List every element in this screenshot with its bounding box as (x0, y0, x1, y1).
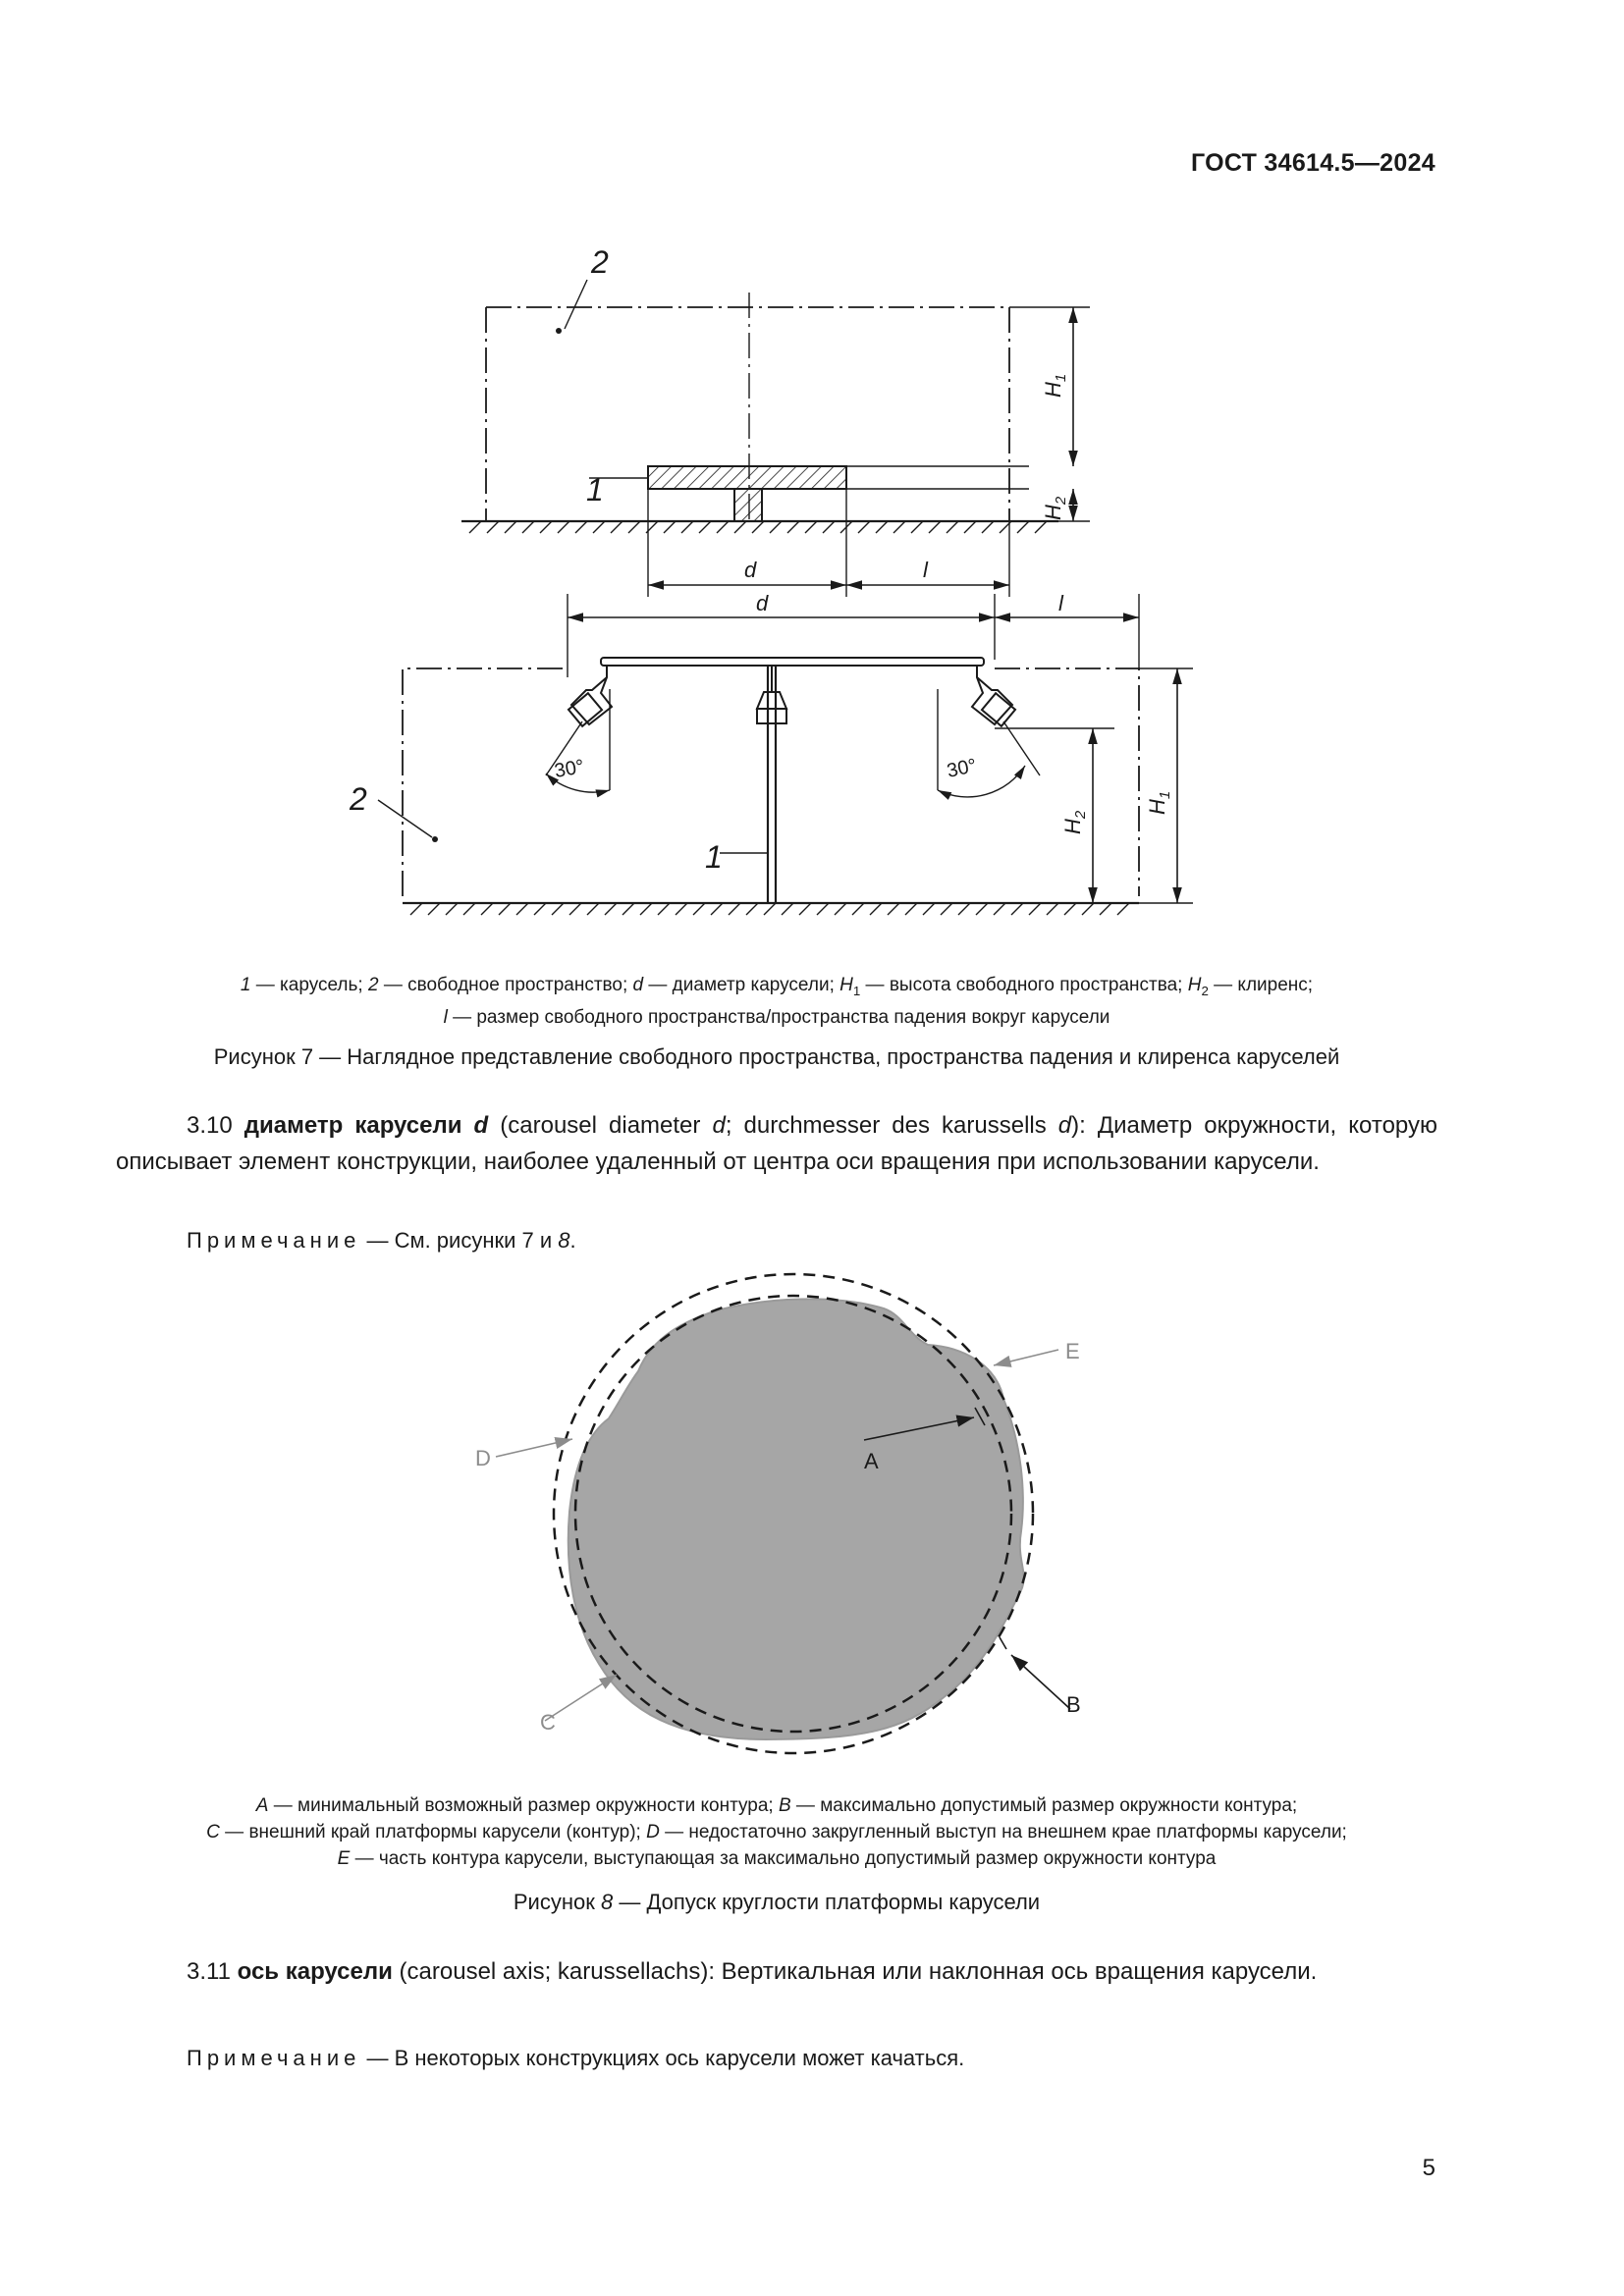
label-l-bottom: l (1058, 591, 1063, 615)
carousel-platform-contour (568, 1299, 1024, 1739)
page-number: 5 (1422, 2155, 1435, 2181)
label-free-space-bottom: 2 (350, 781, 367, 817)
label-free-space-top: 2 (591, 244, 609, 280)
label-h1-sub-top: 1 (1053, 373, 1069, 383)
label-a: A (864, 1449, 879, 1473)
label-h2-top: H (1041, 505, 1065, 520)
label-d-top: d (744, 558, 757, 582)
label-h2-bottom: H (1060, 819, 1085, 834)
label-angle-left: 30° (553, 756, 586, 782)
section-3-11: 3.11 ось карусели (carousel axis; karussellachs): Вертикальная или наклонная ось вращения карусели. (187, 1958, 1318, 1985)
label-h2-sub-bottom: 2 (1072, 810, 1089, 820)
label-angle-right: 30° (945, 755, 979, 782)
section-3-10-note: Примечание — См. рисунки 7 и 8. (187, 1228, 576, 1253)
figure-8-caption: Рисунок 8 — Допуск круглости платформы карусели (513, 1890, 1041, 1914)
document-code: ГОСТ 34614.5—2024 (1190, 149, 1435, 177)
label-e: E (1065, 1339, 1080, 1363)
figure-7-legend: 1 — карусель; 2 — свободное пространство; d — диаметр карусели; $H_1$ — высота свободного пространства; $H_2$ — клиренс; l — размер свободного пространства/пространства падения вокруг карусели (240, 975, 1314, 1028)
label-carousel-bottom: 1 (705, 839, 723, 875)
label-b: B (1066, 1692, 1081, 1717)
section-3-10: 3.10 диаметр карусели d (carousel diameter d; durchmesser des karussells d): Диаметр окружности, которую описывает элемент конструкции, наиболее удаленный от центра оси вращения при использовании карусели. (116, 1112, 1438, 1175)
label-d-bottom: d (756, 591, 769, 615)
label-l-top: l (923, 558, 928, 582)
label-d: D (475, 1446, 491, 1470)
label-c: C (540, 1710, 556, 1735)
figure-8-legend: A — минимальный возможный размер окружности контура; B — максимально допустимый размер окружности контура; C — внешний край платформы карусели (контур); D — недостаточно закругленный выступ на внешнем крае платформы карусели; E — часть контура карусели, выступающая за максимально допустимый размер окружности контура (206, 1795, 1347, 1869)
label-h1-top: H (1041, 382, 1065, 398)
label-h1-sub-bottom: 1 (1157, 790, 1173, 800)
section-3-11-note: Примечание — В некоторых конструкциях ось карусели может качаться. (187, 2046, 965, 2070)
figure-7-caption: Рисунок 7 — Наглядное представление свободного пространства, пространства падения и клиренса каруселей (213, 1044, 1340, 1069)
label-h2-sub-top: 2 (1053, 496, 1069, 506)
label-h1-bottom: H (1145, 799, 1169, 815)
label-carousel-top: 1 (586, 472, 604, 507)
